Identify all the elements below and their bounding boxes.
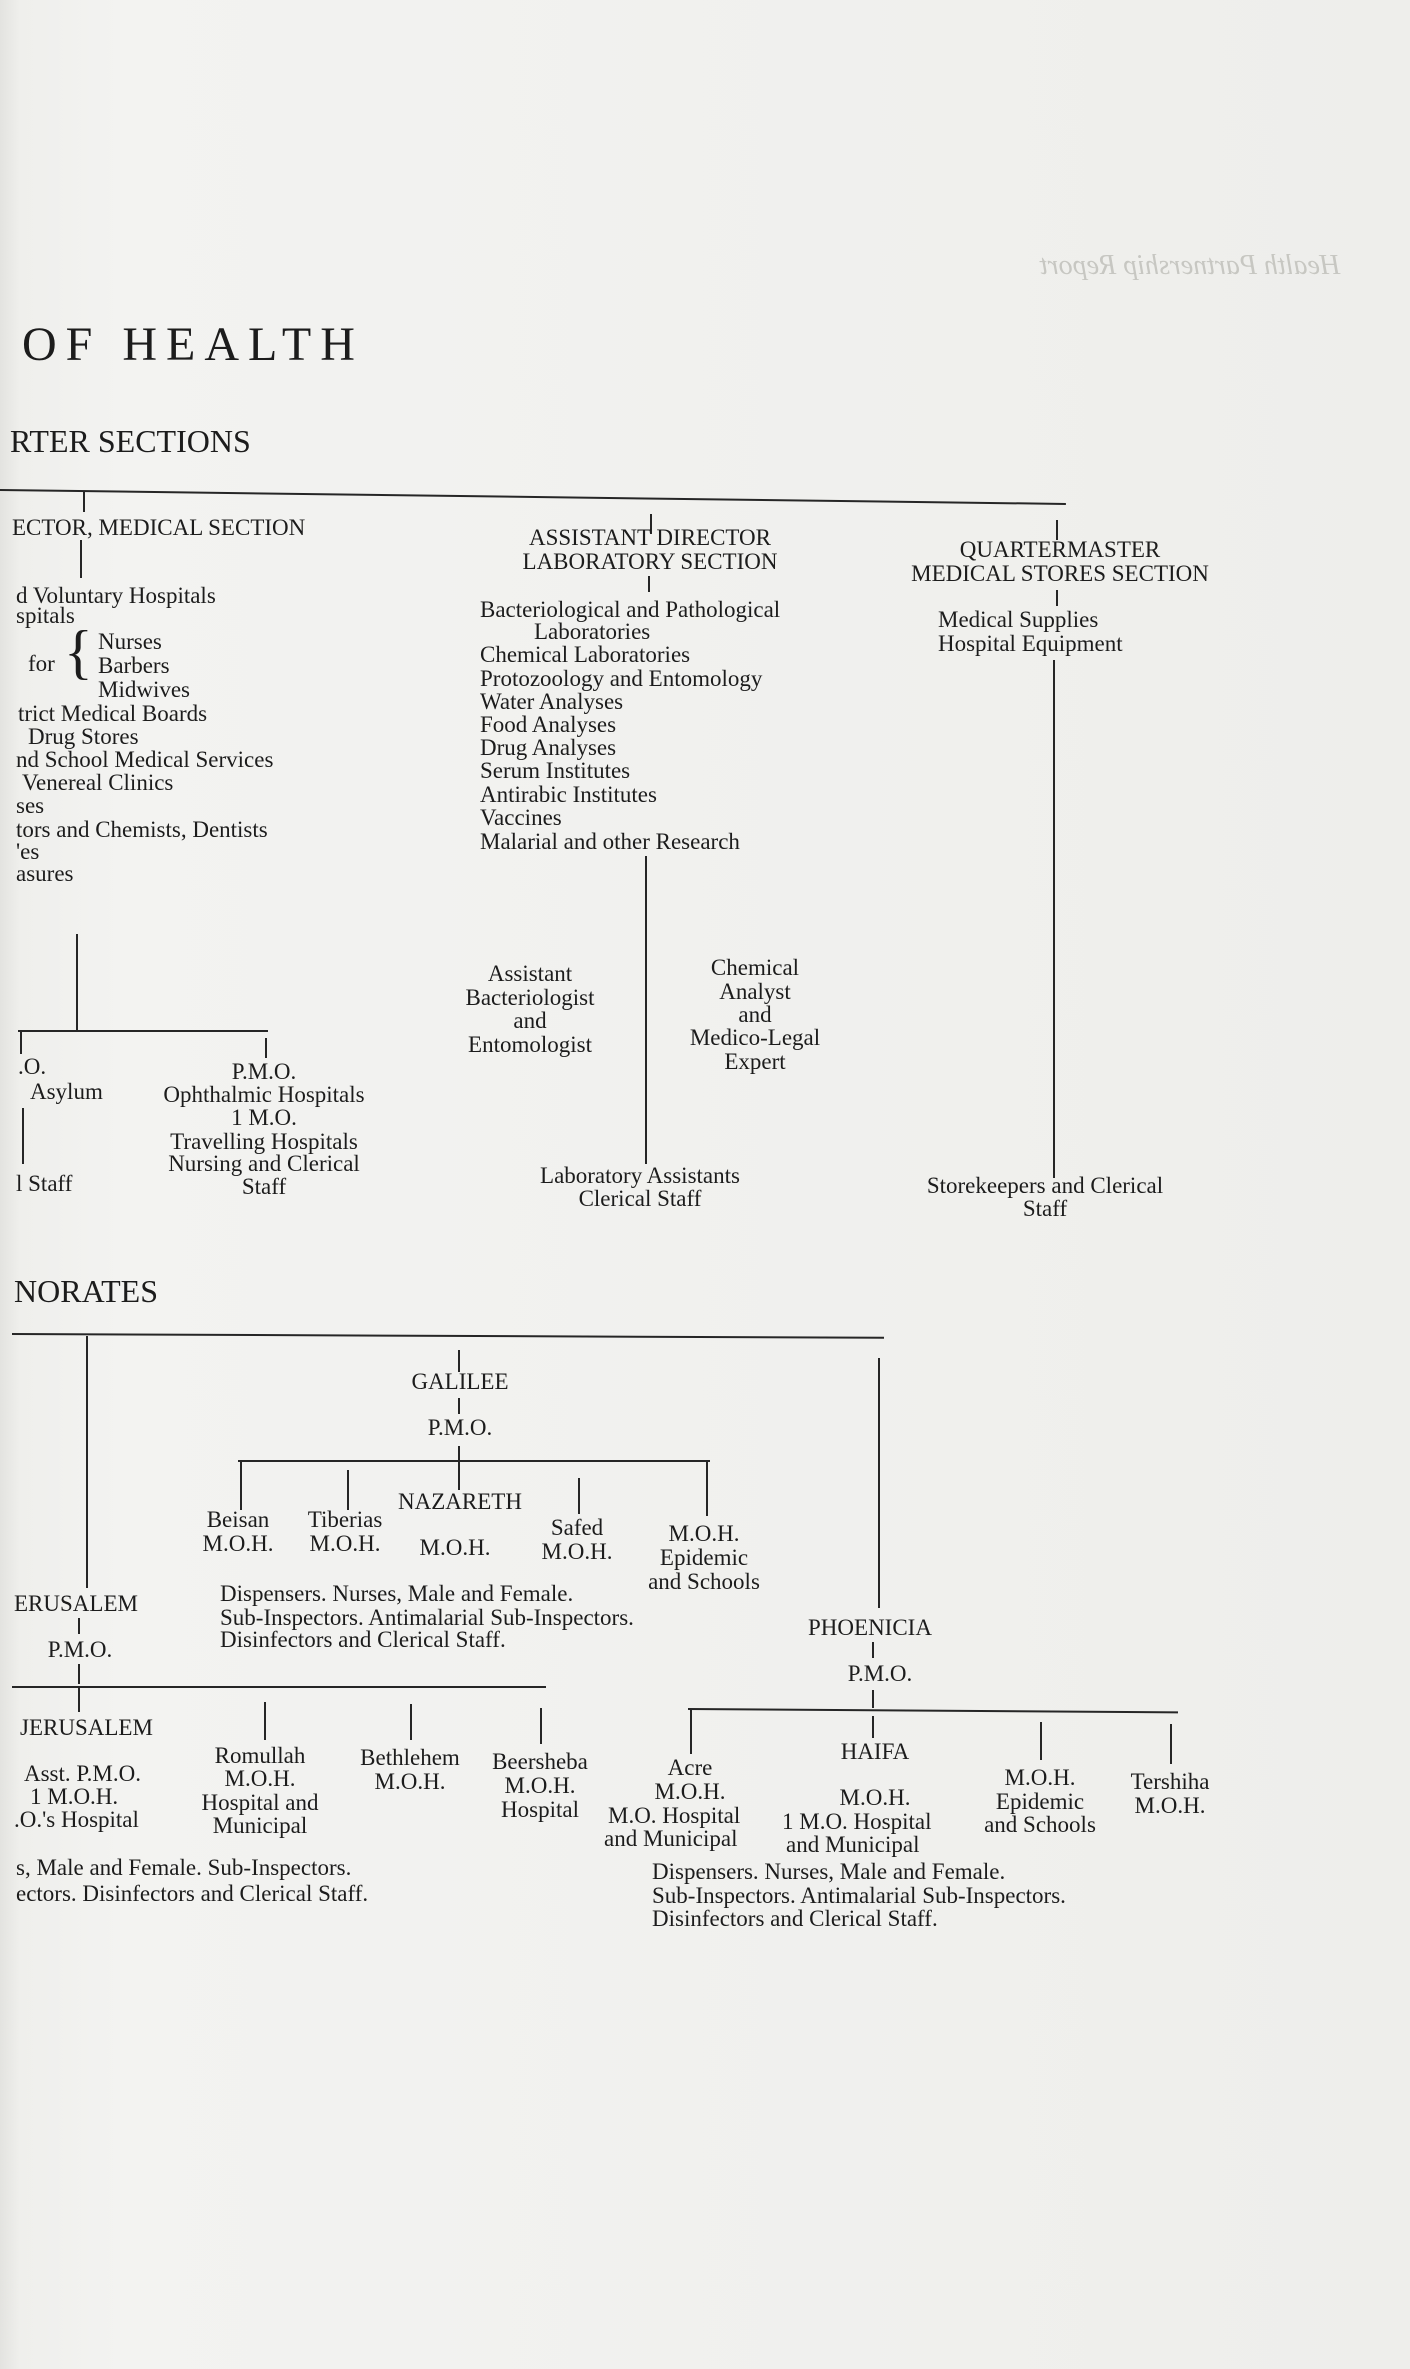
ramallah-line: Romullah	[214, 1743, 306, 1768]
governorates-heading: NORATES	[14, 1273, 159, 1309]
connector	[264, 1702, 266, 1740]
medical-leaf: .O.	[18, 1054, 47, 1079]
phoenicia-staff: Disinfectors and Clerical Staff.	[652, 1906, 938, 1931]
pmo-line: 1 M.O.	[231, 1105, 297, 1130]
phoenicia-pmo: P.M.O.	[847, 1661, 913, 1686]
beersheba-line: Beersheba	[492, 1749, 588, 1774]
pmo-line: Nursing and Clerical	[168, 1151, 360, 1176]
connector	[76, 934, 78, 1030]
jerusalem-staff: ectors. Disinfectors and Clerical Staff.	[16, 1881, 369, 1906]
haifa-line: 1 M.O. Hospital	[782, 1809, 932, 1834]
lab-item: Chemical Laboratories	[480, 642, 691, 667]
connector	[458, 1446, 460, 1460]
phoenicia-staff: Sub-Inspectors. Antimalarial Sub-Inspectors.	[652, 1883, 1066, 1908]
page-title: OF HEALTH	[22, 318, 364, 371]
connector	[690, 1710, 692, 1754]
stores-item: Hospital Equipment	[938, 631, 1123, 656]
medical-section-heading: ECTOR, MEDICAL SECTION	[12, 515, 306, 540]
governorates-top-rule	[12, 1333, 884, 1339]
medical-item: asures	[16, 861, 74, 886]
connector	[872, 1690, 874, 1708]
phoenicia-name: PHOENICIA	[808, 1615, 932, 1640]
lab-item: Malarial and other Research	[480, 829, 740, 854]
connector	[12, 1686, 546, 1688]
assistant-line: Entomologist	[468, 1032, 592, 1057]
galilee-post: M.O.H.	[419, 1535, 491, 1560]
connector	[80, 540, 82, 578]
lab-item: Laboratories	[534, 619, 651, 644]
phoenicia-staff: Dispensers. Nurses, Male and Female.	[652, 1859, 1006, 1884]
pmo-line: Ophthalmic Hospitals	[163, 1082, 365, 1107]
ramallah-line: Municipal	[212, 1813, 308, 1838]
lab-item: Serum Institutes	[480, 758, 631, 783]
galilee-post: M.O.H.	[309, 1531, 381, 1556]
medical-item: 'es	[16, 839, 40, 864]
galilee-place: Beisan	[206, 1507, 270, 1532]
jerusalem-district-line: Asst. P.M.O.	[24, 1761, 141, 1786]
connector	[878, 1358, 880, 1608]
lab-item: Vaccines	[480, 805, 562, 830]
lab-staff: Laboratory Assistants	[540, 1163, 740, 1188]
phoenicia-epidemic: and Schools	[984, 1812, 1096, 1837]
connector	[20, 1032, 22, 1054]
chemical-line: Chemical	[710, 955, 800, 980]
medical-item: ses	[16, 793, 45, 818]
medical-item: spitals	[16, 603, 75, 628]
jerusalem-name: ERUSALEM	[14, 1591, 138, 1616]
galilee-place: Tiberias	[307, 1507, 383, 1532]
phoenicia-epidemic: Epidemic	[995, 1789, 1085, 1814]
connector	[645, 856, 647, 1164]
connector	[78, 1664, 80, 1684]
pmo-line: Staff	[241, 1174, 287, 1199]
haifa-line: M.O.H.	[839, 1785, 911, 1810]
brace-icon: {	[64, 619, 93, 685]
connector	[18, 1030, 268, 1032]
assistant-line: Assistant	[487, 961, 573, 986]
pmo-label: P.M.O.	[231, 1059, 297, 1084]
galilee-name: GALILEE	[411, 1369, 509, 1394]
connector	[688, 1708, 1178, 1713]
stores-staff: Staff	[1022, 1196, 1068, 1221]
chemical-line: and	[738, 1002, 772, 1027]
medical-leaf: l Staff	[16, 1171, 73, 1196]
medical-item: nd School Medical Services	[16, 747, 274, 772]
sections-top-rule	[0, 489, 1066, 505]
lab-item: Antirabic Institutes	[480, 782, 657, 807]
galilee-staff: Sub-Inspectors. Antimalarial Sub-Inspectors.	[220, 1605, 634, 1630]
galilee-epidemic: and Schools	[648, 1569, 760, 1594]
connector	[86, 1336, 88, 1588]
for-list-item: Nurses	[98, 629, 162, 654]
lab-heading: LABORATORY SECTION	[522, 549, 778, 574]
galilee-pmo: P.M.O.	[427, 1415, 493, 1440]
phoenicia-epidemic: M.O.H.	[1004, 1765, 1076, 1790]
medical-item: Drug Stores	[28, 724, 139, 749]
jerusalem-district-line: 1 M.O.H.	[30, 1784, 119, 1809]
stores-heading: QUARTERMASTER	[959, 537, 1161, 562]
connector	[1053, 660, 1055, 1178]
assistant-line: Bacteriologist	[465, 985, 595, 1010]
connector	[540, 1708, 542, 1744]
chemical-line: Expert	[724, 1049, 786, 1074]
ramallah-line: M.O.H.	[224, 1766, 296, 1791]
galilee-place: Safed	[550, 1515, 604, 1540]
connector	[872, 1716, 874, 1738]
bethlehem-line: M.O.H.	[374, 1769, 446, 1794]
galilee-post: M.O.H.	[202, 1531, 274, 1556]
haifa-line: and Municipal	[786, 1832, 920, 1857]
beersheba-line: M.O.H.	[504, 1773, 576, 1798]
connector	[410, 1704, 412, 1740]
lab-item: Bacteriological and Pathological	[480, 597, 781, 622]
sections-heading: RTER SECTIONS	[10, 423, 251, 459]
connector	[578, 1478, 580, 1514]
connector	[458, 1462, 460, 1490]
connector	[1170, 1724, 1172, 1764]
connector	[78, 1688, 80, 1712]
galilee-epidemic: Epidemic	[659, 1545, 749, 1570]
connector	[78, 1618, 80, 1634]
connector	[240, 1462, 242, 1510]
tershiha-line: Tershiha	[1130, 1769, 1210, 1794]
assistant-line: and	[513, 1008, 547, 1033]
medical-item: Venereal Clinics	[22, 770, 174, 795]
chemical-line: Analyst	[719, 979, 791, 1004]
connector	[265, 1038, 267, 1058]
medical-leaf: Asylum	[30, 1079, 103, 1104]
acre-line: Acre	[667, 1755, 713, 1780]
acre-line: and Municipal	[604, 1826, 738, 1851]
lab-staff: Clerical Staff	[578, 1186, 702, 1211]
chemical-line: Medico-Legal	[689, 1025, 821, 1050]
medical-item-for: for	[28, 651, 55, 676]
connector	[1040, 1722, 1042, 1760]
connector	[872, 1642, 874, 1658]
acre-line: M.O.H.	[654, 1779, 726, 1804]
lab-item: Water Analyses	[480, 689, 624, 714]
galilee-staff: Disinfectors and Clerical Staff.	[220, 1627, 506, 1652]
connector	[1056, 590, 1058, 606]
connector	[238, 1460, 710, 1462]
connector	[648, 576, 650, 592]
lab-item: Food Analyses	[480, 712, 617, 737]
medical-item: d Voluntary Hospitals	[16, 583, 216, 608]
medical-item: tors and Chemists, Dentists	[16, 817, 268, 842]
lab-item: Protozoology and Entomology	[480, 666, 763, 691]
galilee-epidemic: M.O.H.	[668, 1521, 740, 1546]
medical-item: trict Medical Boards	[18, 701, 208, 726]
connector	[22, 1108, 24, 1164]
tershiha-line: M.O.H.	[1134, 1793, 1206, 1818]
galilee-post: M.O.H.	[541, 1539, 613, 1564]
for-list-item: Midwives	[98, 677, 190, 702]
stores-heading: MEDICAL STORES SECTION	[911, 561, 1209, 586]
connector	[83, 492, 85, 512]
jerusalem-staff: s, Male and Female. Sub-Inspectors.	[16, 1855, 352, 1880]
stores-item: Medical Supplies	[938, 607, 1099, 632]
for-list-item: Barbers	[98, 653, 170, 678]
galilee-staff: Dispensers. Nurses, Male and Female.	[220, 1581, 574, 1606]
jerusalem-district-line: .O.'s Hospital	[14, 1807, 139, 1832]
pmo-line: Travelling Hospitals	[170, 1129, 358, 1154]
bethlehem-line: Bethlehem	[360, 1745, 460, 1770]
connector	[706, 1462, 708, 1516]
beersheba-line: Hospital	[501, 1797, 579, 1822]
connector	[347, 1470, 349, 1510]
jerusalem-pmo: P.M.O.	[47, 1637, 113, 1662]
ramallah-line: Hospital and	[201, 1790, 319, 1815]
lab-heading: ASSISTANT DIRECTOR	[528, 525, 772, 550]
show-through-header: Health Partnership Report	[1040, 250, 1341, 281]
nazareth-label: NAZARETH	[398, 1489, 522, 1514]
stores-staff: Storekeepers and Clerical	[926, 1173, 1164, 1198]
haifa-line: HAIFA	[840, 1739, 910, 1764]
lab-item: Drug Analyses	[480, 735, 617, 760]
connector	[458, 1398, 460, 1414]
acre-line: M.O. Hospital	[608, 1803, 741, 1828]
jerusalem-district: JERUSALEM	[20, 1715, 153, 1740]
